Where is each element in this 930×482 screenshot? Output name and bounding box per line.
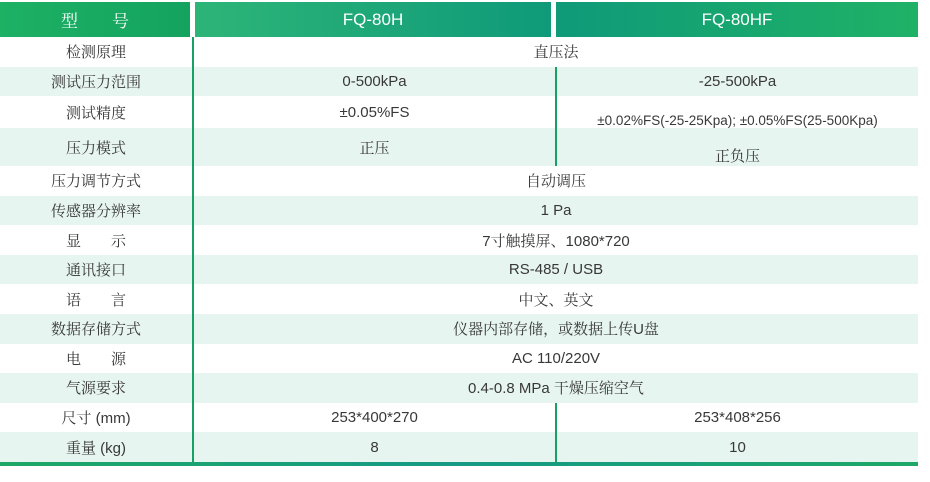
row-value-fq80h: ±0.05%FS <box>339 103 410 121</box>
table-row <box>0 166 918 196</box>
table-row <box>0 67 918 97</box>
row-label: 数据存储方式 <box>0 314 194 344</box>
table-bottom-border <box>0 462 918 466</box>
header-model-fq80h: FQ-80H <box>195 2 551 37</box>
row-label: 通讯接口 <box>0 255 194 285</box>
table-row <box>0 96 918 128</box>
row-value-both-models: 直压法 <box>533 44 579 62</box>
row-label: 气源要求 <box>0 373 194 403</box>
row-value-both-models: RS-485 / USB <box>508 261 604 279</box>
row-value-fq80hf: ±0.02%FS(-25-25Kpa); ±0.05%FS(25-500Kpa) <box>555 96 918 128</box>
spec-table <box>0 2 918 466</box>
row-value-fq80hf: -25-500kPa <box>555 67 918 97</box>
row-label: 传感器分辨率 <box>0 196 194 226</box>
row-value-fq80h: 正压 <box>359 139 390 157</box>
row-value-both-models: 中文、英文 <box>518 291 594 309</box>
row-label: 显 示 <box>0 225 194 255</box>
row-value-both-models: 7寸触摸屏、1080*720 <box>482 232 630 250</box>
row-value-both-models: 自动调压 <box>525 173 586 191</box>
row-label: 尺寸 (mm) <box>0 403 194 433</box>
row-label: 重量 (kg) <box>0 432 194 462</box>
table-row <box>0 403 918 433</box>
table-body <box>0 37 918 462</box>
row-label: 语 言 <box>0 284 194 314</box>
header-model-label: 型 号 <box>0 2 190 37</box>
table-row <box>0 284 918 314</box>
header-model-fq80hf: FQ-80HF <box>556 2 918 37</box>
row-label: 压力模式 <box>0 128 194 166</box>
table-row <box>0 225 918 255</box>
table-row <box>0 344 918 374</box>
table-row <box>0 37 918 67</box>
row-value-fq80hf: 10 <box>555 432 918 462</box>
table-row <box>0 432 918 462</box>
row-label: 电 源 <box>0 344 194 374</box>
row-value-both-models: 0.4-0.8 MPa 干燥压缩空气 <box>468 380 644 398</box>
row-value-both-models: 仪器内部存储，或数据上传U盘 <box>453 321 659 339</box>
row-value-fq80h: 253*400*270 <box>331 409 418 427</box>
table-row <box>0 255 918 285</box>
row-value-fq80h: 0-500kPa <box>342 72 407 90</box>
table-row <box>0 196 918 226</box>
row-value-both-models: 1 Pa <box>540 202 572 220</box>
row-value-fq80h: 8 <box>370 438 379 456</box>
table-row <box>0 128 918 166</box>
row-value-both-models: AC 110/220V <box>511 349 601 367</box>
row-value-fq80hf: 253*408*256 <box>555 403 918 433</box>
table-row <box>0 314 918 344</box>
row-value-fq80hf: 正负压 <box>555 128 918 166</box>
row-label: 测试压力范围 <box>0 67 194 97</box>
row-label: 检测原理 <box>0 37 194 67</box>
row-label: 压力调节方式 <box>0 166 194 196</box>
table-row <box>0 373 918 403</box>
row-label: 测试精度 <box>0 96 194 128</box>
table-header-row <box>0 2 918 37</box>
